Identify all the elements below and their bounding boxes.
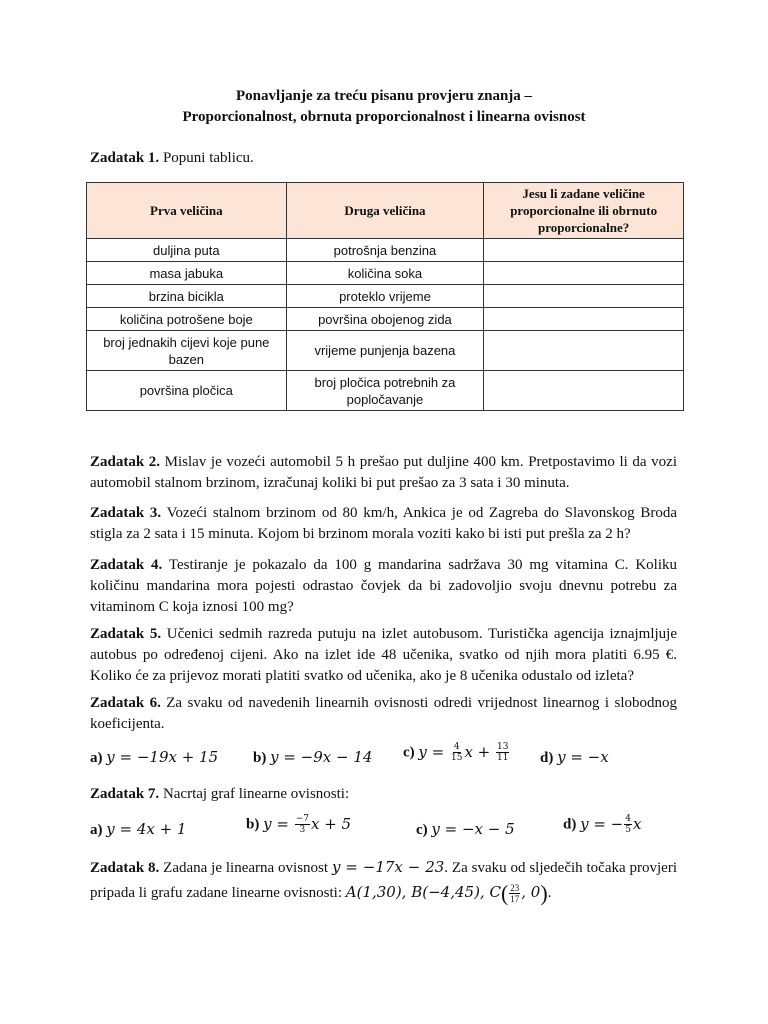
table-cell: površina obojenog zida	[286, 308, 484, 331]
answer-cell[interactable]	[484, 308, 684, 331]
item-label: c)	[416, 822, 428, 838]
task5-text: Učenici sedmih razreda putuju na izlet autobusom. Turistička agencija iznajmljuje autobus po određenoj cijeni. Ako na izlet ide 48 učenika, svatko od njih mora platiti 6.95 €. Koliko će za prijevoz morati platiti svatko od učenika, ako je 8 učenika odustalo od izleta?	[90, 626, 677, 684]
table-header-cell: Druga veličina	[286, 183, 484, 239]
equation	[418, 743, 510, 761]
table-row	[87, 331, 684, 371]
task6-item-d	[540, 748, 609, 767]
item-label: d)	[563, 816, 577, 833]
fraction-denominator: 17	[510, 894, 520, 905]
table-cell: duljina puta	[87, 239, 287, 262]
task1-label: Zadatak 1.	[90, 150, 160, 166]
table-cell: potrošnja benzina	[286, 239, 484, 262]
task2	[90, 452, 677, 494]
task7-label: Zadatak 7.	[90, 786, 160, 802]
equation-part: y =	[418, 742, 449, 761]
equation: y = 4x + 1	[106, 820, 187, 838]
table-cell: proteklo vrijeme	[286, 285, 484, 308]
equation	[263, 815, 351, 833]
equation-part: , 0	[521, 883, 541, 901]
item-label: b)	[253, 750, 267, 766]
item-label: d)	[540, 750, 554, 766]
fraction-numerator: 4	[625, 814, 631, 824]
task6-label: Zadatak 6.	[90, 695, 161, 711]
fraction	[496, 742, 509, 763]
equation-part: x	[632, 814, 642, 833]
equation: y = −9x − 14	[270, 748, 373, 766]
task6	[90, 693, 677, 735]
table-cell: broj pločica potrebnih za popločavanje	[286, 371, 484, 411]
table-header-cell: Jesu li zadane veličine proporcionalne ili obrnuto proporcionalne?	[484, 183, 684, 239]
table-row	[87, 285, 684, 308]
table-cell: masa jabuka	[87, 262, 287, 285]
equation: y = −x	[557, 748, 609, 766]
task1-heading	[90, 150, 254, 167]
task2-label: Zadatak 2.	[90, 454, 161, 470]
task6-item-a	[90, 748, 218, 767]
fraction-denominator: 5	[625, 825, 631, 835]
answer-cell[interactable]	[484, 239, 684, 262]
task7-item-d	[563, 814, 641, 835]
task5	[90, 624, 677, 687]
fraction-denominator: 3	[299, 825, 306, 835]
fraction	[509, 883, 520, 904]
task4-label: Zadatak 4.	[90, 557, 163, 573]
fraction-denominator: 15	[451, 753, 463, 763]
task7-item-a	[90, 820, 186, 839]
paren-open: (	[500, 880, 509, 906]
item-label: a)	[90, 750, 103, 766]
equation-part: x +	[464, 742, 496, 761]
equation	[580, 815, 641, 833]
paren-close: )	[540, 880, 548, 906]
equation-part: y =	[263, 814, 294, 833]
task6-text: Za svaku od navedenih linearnih ovisnosti odredi vrijednost linearnog i slobodnog koeficijenta.	[90, 695, 678, 732]
fraction-numerator: 23	[510, 883, 520, 894]
task7-text: Nacrtaj graf linearne ovisnosti:	[159, 786, 350, 802]
task8-text1: Zadana je linearna ovisnost	[159, 860, 332, 876]
task4	[90, 555, 677, 618]
table-cell: količina potrošene boje	[87, 308, 287, 331]
fraction-numerator: 13	[497, 742, 509, 752]
table-row	[87, 262, 684, 285]
item-label: b)	[246, 816, 260, 833]
task7-item-b	[246, 814, 351, 835]
equation: y = −19x + 15	[106, 748, 219, 766]
table-row	[87, 239, 684, 262]
task1-table	[86, 182, 684, 411]
fraction	[624, 814, 632, 835]
task8-equation: y = −17x − 23	[331, 858, 445, 876]
table-cell: brzina bicikla	[87, 285, 287, 308]
task3-label: Zadatak 3.	[90, 505, 162, 521]
task5-label: Zadatak 5.	[90, 626, 162, 642]
task1-text: Popuni tablicu.	[159, 150, 254, 166]
task3-text: Vozeći stalnom brzinom od 80 km/h, Ankica je od Zagreba do Slavonskog Broda stigla za 2 sata i 15 minuta. Kojom bi brzinom morala voziti kako bi isti put prešla za 2 h?	[90, 505, 678, 542]
answer-cell[interactable]	[484, 285, 684, 308]
task8-label: Zadatak 8.	[90, 860, 160, 876]
task3	[90, 503, 677, 545]
fraction-denominator: 11	[497, 753, 509, 763]
task7	[90, 786, 349, 803]
equation-part: y = −	[580, 814, 624, 833]
table-cell: površina pločica	[87, 371, 287, 411]
page-title-line1: Ponavljanje za treću pisanu provjeru znanja –	[235, 88, 533, 104]
task2-text: Mislav je vozeći automobil 5 h prešao put duljine 400 km. Pretpostavimo li da vozi automobil stalnom brzinom, izračunaj koliki bi put prešao za 3 sata i 30 minuta.	[90, 454, 677, 491]
page-title-line2: Proporcionalnost, obrnuta proporcionalnost i linearna ovisnost	[182, 109, 586, 125]
task6-item-b	[253, 748, 372, 767]
table-header-cell: Prva veličina	[87, 183, 287, 239]
table-row	[87, 308, 684, 331]
table-row	[87, 371, 684, 411]
fraction	[295, 814, 310, 835]
table-cell: količina soka	[286, 262, 484, 285]
item-label: a)	[90, 822, 103, 838]
sentence-end: .	[547, 885, 552, 901]
table-cell: vrijeme punjenja bazena	[286, 331, 484, 371]
table-header-row	[87, 183, 684, 239]
answer-cell[interactable]	[484, 331, 684, 371]
equation: y = −x − 5	[431, 820, 515, 838]
task8-text2: . Za svaku od sljedečih točaka provjeri pripada li grafu zadane linearne ovisnosti:	[90, 860, 678, 901]
equation-part: x + 5	[310, 814, 352, 833]
task7-item-c	[416, 820, 515, 839]
task4-text: Testiranje je pokazalo da 100 g mandarina sadržava 30 mg vitamina C. Koliku količinu mandarina mora pojesti odrastao čovjek da bi zadovoljio svoju dnevnu potrebu za vitaminom C koja iznosi 100 mg?	[90, 557, 677, 615]
task8-points: A(1,30), B(−4,45), C	[345, 883, 501, 901]
answer-cell[interactable]	[484, 262, 684, 285]
fraction	[450, 742, 463, 763]
fraction-numerator: 4	[453, 742, 460, 752]
task8	[90, 855, 677, 906]
answer-cell[interactable]	[484, 371, 684, 411]
item-label: c)	[403, 744, 415, 761]
table-cell: broj jednakih cijevi koje pune bazen	[87, 331, 287, 371]
task6-item-c	[403, 742, 510, 763]
fraction-numerator: −7	[295, 814, 309, 824]
